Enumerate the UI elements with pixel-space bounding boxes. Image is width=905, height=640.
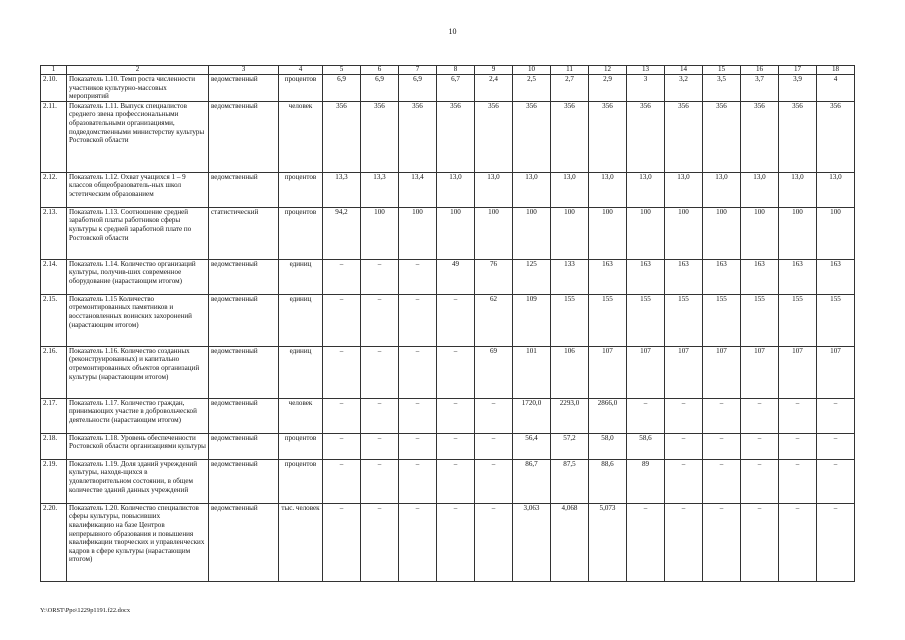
value-cell: – — [361, 503, 399, 581]
value-cell: – — [399, 459, 437, 503]
data-source-cell: ведомственный — [209, 75, 279, 102]
column-number-cell: 11 — [551, 66, 589, 75]
value-cell: 125 — [513, 259, 551, 294]
value-cell: 13,0 — [551, 172, 589, 207]
value-cell: 2293,0 — [551, 398, 589, 433]
value-cell: 100 — [741, 207, 779, 259]
value-cell: 89 — [627, 459, 665, 503]
value-cell: 2,5 — [513, 75, 551, 102]
value-cell: 107 — [817, 346, 855, 398]
value-cell: – — [779, 433, 817, 459]
row-number-cell: 2.16. — [41, 346, 67, 398]
column-number-cell: 12 — [589, 66, 627, 75]
value-cell: – — [323, 503, 361, 581]
value-cell: 155 — [589, 294, 627, 346]
table-row — [41, 259, 855, 294]
value-cell: – — [361, 398, 399, 433]
value-cell: 56,4 — [513, 433, 551, 459]
table-row — [41, 101, 855, 172]
value-cell: – — [323, 459, 361, 503]
value-cell: – — [437, 346, 475, 398]
value-cell: 356 — [703, 101, 741, 172]
value-cell: 106 — [551, 346, 589, 398]
value-cell: 13,0 — [741, 172, 779, 207]
value-cell: 3,063 — [513, 503, 551, 581]
header-row — [41, 66, 855, 75]
table-row — [41, 207, 855, 259]
column-number-cell: 14 — [665, 66, 703, 75]
value-cell: – — [703, 398, 741, 433]
row-number-cell: 2.10. — [41, 75, 67, 102]
unit-cell: процентов — [279, 75, 323, 102]
value-cell: 49 — [437, 259, 475, 294]
value-cell: 87,5 — [551, 459, 589, 503]
value-cell: 76 — [475, 259, 513, 294]
column-number-cell: 10 — [513, 66, 551, 75]
value-cell: – — [475, 433, 513, 459]
indicator-name-cell: Показатель 1.18. Уровень обеспеченности Ростовской области организациями культуры — [67, 433, 209, 459]
value-cell: 100 — [513, 207, 551, 259]
indicator-name-cell: Показатель 1.13. Соотношение средней заработной платы работников сферы культуры к средней заработной плате по Ростовской области — [67, 207, 209, 259]
row-number-cell: 2.20. — [41, 503, 67, 581]
indicator-name-cell: Показатель 1.10. Темп роста численности участников культурно-массовых мероприятий — [67, 75, 209, 102]
indicator-name-cell: Показатель 1.14. Количество организаций культуры, получив-ших современное оборудование (нарастающим итогом) — [67, 259, 209, 294]
indicator-name-cell: Показатель 1.15 Количество отремонтированных памятников и восстановленных воинских захоронений (нарастающим итогом) — [67, 294, 209, 346]
value-cell: 155 — [551, 294, 589, 346]
value-cell: – — [703, 433, 741, 459]
value-cell: 356 — [589, 101, 627, 172]
value-cell: 13,0 — [703, 172, 741, 207]
value-cell: 3,9 — [779, 75, 817, 102]
value-cell: 58,6 — [627, 433, 665, 459]
row-number-cell: 2.13. — [41, 207, 67, 259]
value-cell: – — [323, 433, 361, 459]
row-number-cell: 2.12. — [41, 172, 67, 207]
value-cell: – — [665, 433, 703, 459]
value-cell: 155 — [817, 294, 855, 346]
table-row — [41, 503, 855, 581]
value-cell: 107 — [779, 346, 817, 398]
value-cell: 163 — [589, 259, 627, 294]
value-cell: 13,0 — [513, 172, 551, 207]
value-cell: – — [361, 294, 399, 346]
column-number-cell: 7 — [399, 66, 437, 75]
value-cell: 13,4 — [399, 172, 437, 207]
table-body — [41, 66, 855, 582]
table-row — [41, 459, 855, 503]
data-source-cell: ведомственный — [209, 459, 279, 503]
value-cell: – — [779, 503, 817, 581]
value-cell: 6,9 — [361, 75, 399, 102]
value-cell: 13,0 — [589, 172, 627, 207]
value-cell: 356 — [551, 101, 589, 172]
indicator-name-cell: Показатель 1.11. Выпуск специалистов среднего звена профессиональными образовательными организациями, подведомственными министерству культуры Ростовской области — [67, 101, 209, 172]
value-cell: 88,6 — [589, 459, 627, 503]
value-cell: 6,9 — [323, 75, 361, 102]
data-source-cell: ведомственный — [209, 294, 279, 346]
value-cell: 100 — [399, 207, 437, 259]
value-cell: 13,0 — [627, 172, 665, 207]
column-number-cell: 9 — [475, 66, 513, 75]
data-source-cell: ведомственный — [209, 259, 279, 294]
value-cell: 356 — [323, 101, 361, 172]
column-number-cell: 18 — [817, 66, 855, 75]
value-cell: – — [741, 459, 779, 503]
row-number-cell: 2.14. — [41, 259, 67, 294]
value-cell: 109 — [513, 294, 551, 346]
value-cell: 2,4 — [475, 75, 513, 102]
value-cell: 100 — [361, 207, 399, 259]
value-cell: – — [475, 503, 513, 581]
unit-cell: единиц — [279, 346, 323, 398]
value-cell: – — [779, 459, 817, 503]
data-source-cell: ведомственный — [209, 433, 279, 459]
value-cell: – — [627, 398, 665, 433]
value-cell: – — [817, 398, 855, 433]
column-number-cell: 2 — [67, 66, 209, 75]
value-cell: 13,0 — [665, 172, 703, 207]
value-cell: – — [361, 459, 399, 503]
value-cell: – — [817, 459, 855, 503]
unit-cell: человек — [279, 101, 323, 172]
column-number-cell: 4 — [279, 66, 323, 75]
value-cell: 356 — [437, 101, 475, 172]
value-cell: 163 — [665, 259, 703, 294]
indicator-name-cell: Показатель 1.12. Охват учащихся 1 – 9 классов общеобразователь-ных школ эстетическим образованием — [67, 172, 209, 207]
column-number-cell: 15 — [703, 66, 741, 75]
value-cell: – — [399, 433, 437, 459]
value-cell: 3,5 — [703, 75, 741, 102]
value-cell: – — [665, 503, 703, 581]
value-cell: 356 — [665, 101, 703, 172]
value-cell: – — [665, 398, 703, 433]
value-cell: – — [703, 459, 741, 503]
value-cell: 4 — [817, 75, 855, 102]
value-cell: – — [703, 503, 741, 581]
unit-cell: единиц — [279, 294, 323, 346]
column-number-cell: 5 — [323, 66, 361, 75]
value-cell: 2,7 — [551, 75, 589, 102]
value-cell: 100 — [437, 207, 475, 259]
value-cell: 155 — [665, 294, 703, 346]
value-cell: 62 — [475, 294, 513, 346]
value-cell: – — [399, 346, 437, 398]
value-cell: 3,2 — [665, 75, 703, 102]
data-source-cell: ведомственный — [209, 346, 279, 398]
value-cell: 163 — [627, 259, 665, 294]
value-cell: – — [399, 503, 437, 581]
value-cell: 4,068 — [551, 503, 589, 581]
value-cell: – — [437, 503, 475, 581]
value-cell: 163 — [817, 259, 855, 294]
value-cell: – — [361, 433, 399, 459]
value-cell: 155 — [703, 294, 741, 346]
value-cell: 163 — [779, 259, 817, 294]
value-cell: 3,7 — [741, 75, 779, 102]
unit-cell: процентов — [279, 433, 323, 459]
value-cell: 13,3 — [361, 172, 399, 207]
row-number-cell: 2.15. — [41, 294, 67, 346]
table-row — [41, 398, 855, 433]
value-cell: 356 — [741, 101, 779, 172]
value-cell: – — [437, 459, 475, 503]
data-source-cell: ведомственный — [209, 398, 279, 433]
column-number-cell: 6 — [361, 66, 399, 75]
unit-cell: человек — [279, 398, 323, 433]
row-number-cell: 2.17. — [41, 398, 67, 433]
value-cell: – — [475, 398, 513, 433]
value-cell: 100 — [589, 207, 627, 259]
value-cell: 2866,0 — [589, 398, 627, 433]
table-row — [41, 346, 855, 398]
value-cell: – — [361, 346, 399, 398]
value-cell: 100 — [627, 207, 665, 259]
value-cell: 155 — [627, 294, 665, 346]
value-cell: – — [399, 259, 437, 294]
value-cell: 107 — [627, 346, 665, 398]
value-cell: – — [627, 503, 665, 581]
table-row — [41, 172, 855, 207]
value-cell: 107 — [703, 346, 741, 398]
value-cell: 57,2 — [551, 433, 589, 459]
value-cell: 58,0 — [589, 433, 627, 459]
value-cell: – — [399, 398, 437, 433]
page-number: 10 — [448, 27, 457, 36]
value-cell: 100 — [779, 207, 817, 259]
value-cell: 13,3 — [323, 172, 361, 207]
value-cell: 100 — [475, 207, 513, 259]
column-number-cell: 16 — [741, 66, 779, 75]
value-cell: 100 — [817, 207, 855, 259]
value-cell: 356 — [475, 101, 513, 172]
column-number-cell: 13 — [627, 66, 665, 75]
unit-cell: процентов — [279, 172, 323, 207]
column-number-cell: 17 — [779, 66, 817, 75]
value-cell: 155 — [779, 294, 817, 346]
value-cell: – — [741, 433, 779, 459]
value-cell: – — [323, 294, 361, 346]
value-cell: 163 — [703, 259, 741, 294]
footer-file-path: Y:\ORST\Ppo\1229p1191.f22.docx — [40, 607, 131, 614]
row-number-cell: 2.19. — [41, 459, 67, 503]
value-cell: 3 — [627, 75, 665, 102]
value-cell: 13,0 — [779, 172, 817, 207]
value-cell: 101 — [513, 346, 551, 398]
table-row — [41, 433, 855, 459]
indicators-table — [40, 65, 855, 582]
indicator-name-cell: Показатель 1.20. Количество специалистов сферы культуры, повысивших квалификацию на базе Центров непрерывного образования и повышения квалификации творческих и управленческих кадров в сфере культуры (нарастающим итогом) — [67, 503, 209, 581]
value-cell: 5,073 — [589, 503, 627, 581]
table-row — [41, 294, 855, 346]
value-cell: – — [399, 294, 437, 346]
data-source-cell: ведомственный — [209, 101, 279, 172]
value-cell: – — [437, 433, 475, 459]
value-cell: 107 — [665, 346, 703, 398]
row-number-cell: 2.18. — [41, 433, 67, 459]
value-cell: – — [361, 259, 399, 294]
value-cell: – — [437, 294, 475, 346]
value-cell: 133 — [551, 259, 589, 294]
value-cell: 13,0 — [437, 172, 475, 207]
value-cell: – — [475, 459, 513, 503]
value-cell: 86,7 — [513, 459, 551, 503]
unit-cell: процентов — [279, 207, 323, 259]
value-cell: – — [437, 398, 475, 433]
unit-cell: тыс. человек — [279, 503, 323, 581]
value-cell: – — [741, 398, 779, 433]
indicator-name-cell: Показатель 1.17. Количество граждан, принимающих участие в добровольческой деятельности (нарастающим итогом) — [67, 398, 209, 433]
indicator-name-cell: Показатель 1.19. Доля зданий учреждений культуры, находя-щихся в удовлетворительном состоянии, в общем количестве зданий данных учреждений — [67, 459, 209, 503]
unit-cell: процентов — [279, 459, 323, 503]
data-source-cell: ведомственный — [209, 503, 279, 581]
value-cell: – — [323, 259, 361, 294]
value-cell: 100 — [703, 207, 741, 259]
value-cell: 2,9 — [589, 75, 627, 102]
value-cell: 100 — [665, 207, 703, 259]
value-cell: – — [741, 503, 779, 581]
value-cell: 13,0 — [475, 172, 513, 207]
table-row — [41, 75, 855, 102]
value-cell: 69 — [475, 346, 513, 398]
value-cell: 356 — [513, 101, 551, 172]
value-cell: 6,7 — [437, 75, 475, 102]
value-cell: 94,2 — [323, 207, 361, 259]
value-cell: 6,9 — [399, 75, 437, 102]
value-cell: – — [323, 398, 361, 433]
value-cell: 356 — [361, 101, 399, 172]
indicator-name-cell: Показатель 1.16. Количество созданных (реконструированных) и капитально отремонтированных объектов организаций культуры (нарастающим итогом) — [67, 346, 209, 398]
value-cell: – — [817, 503, 855, 581]
value-cell: 107 — [589, 346, 627, 398]
column-number-cell: 8 — [437, 66, 475, 75]
value-cell: – — [665, 459, 703, 503]
value-cell: 356 — [627, 101, 665, 172]
value-cell: 100 — [551, 207, 589, 259]
row-number-cell: 2.11. — [41, 101, 67, 172]
value-cell: 356 — [779, 101, 817, 172]
value-cell: – — [779, 398, 817, 433]
value-cell: 356 — [399, 101, 437, 172]
value-cell: 163 — [741, 259, 779, 294]
column-number-cell: 3 — [209, 66, 279, 75]
data-source-cell: статистический — [209, 207, 279, 259]
value-cell: 155 — [741, 294, 779, 346]
value-cell: 1720,0 — [513, 398, 551, 433]
value-cell: – — [817, 433, 855, 459]
value-cell: – — [323, 346, 361, 398]
value-cell: 356 — [817, 101, 855, 172]
column-number-cell: 1 — [41, 66, 67, 75]
value-cell: 107 — [741, 346, 779, 398]
data-source-cell: ведомственный — [209, 172, 279, 207]
value-cell: 13,0 — [817, 172, 855, 207]
unit-cell: единиц — [279, 259, 323, 294]
